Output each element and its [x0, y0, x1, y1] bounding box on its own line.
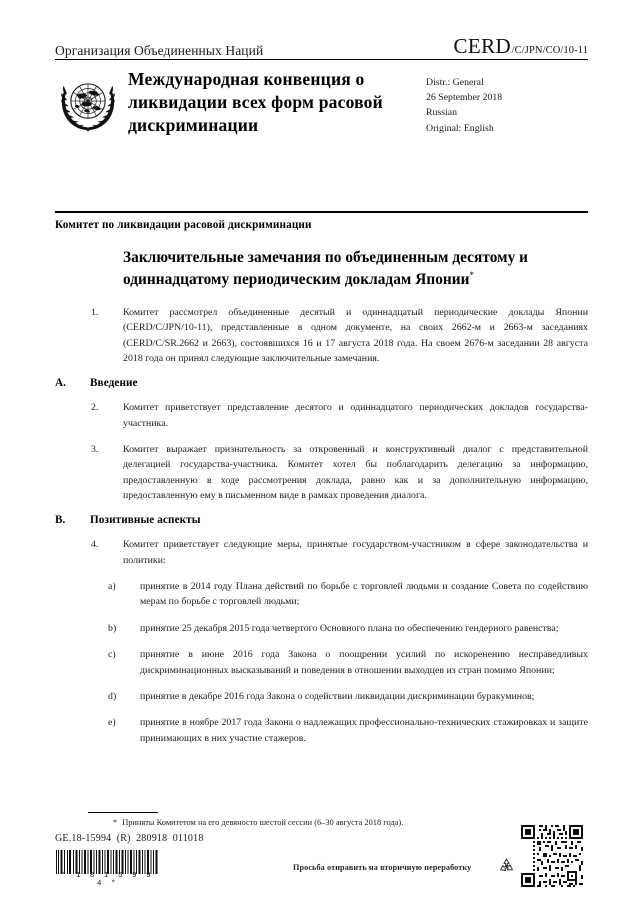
list-item-a-label: a)	[108, 581, 116, 593]
footnote-marker: *	[113, 818, 118, 827]
distribution-block	[426, 68, 502, 136]
job-number: GE.18-15994 (R) 280918 011018	[55, 833, 204, 844]
list-item-a-text: принятие в 2014 году Плана действий по борьбе с торговлей людьми и создание Совета по содействию мерам по борьбе с торговлей людьми;	[140, 581, 588, 608]
recycle-icon	[498, 857, 515, 874]
list-item-e-text: принятие в ноябре 2017 года Закона о надлежащих профессионально-технических стажировках и защите принимающих в них участие стажеров.	[140, 717, 588, 744]
section-a-title: Введение	[90, 377, 138, 390]
section-b-title: Позитивные аспекты	[90, 514, 201, 527]
paragraph-3-number: 3.	[91, 444, 99, 456]
section-a-letter: A.	[55, 377, 67, 390]
paragraph-1	[55, 305, 588, 366]
paragraph-4-number: 4.	[91, 539, 99, 551]
list-item-b-label: b)	[108, 622, 117, 634]
paragraph-2	[55, 400, 588, 431]
document-body	[55, 305, 588, 757]
list-item-e-label: e)	[108, 717, 116, 729]
paragraph-3-text: Комитет выражает признательность за откровенный и конструктивный диалог с представительной делегацией государства-участника. Комитет хотел бы поблагодарить делегацию за информацию, предоставленную в ходе рассмотрения доклада, равно как и за дополнительную информацию, предоставленную ему в письменном виде в рамках проведения диалога.	[123, 444, 588, 502]
list-item-b-text: принятие 25 декабря 2015 года четвертого Основного плана по обеспечению гендерного равенства;	[140, 622, 559, 634]
un-emblem-icon	[55, 72, 121, 138]
paragraph-2-text: Комитет приветствует представление десятого и одиннадцатого периодических докладов государства-участника.	[123, 402, 588, 429]
list-item-a	[55, 579, 588, 610]
paragraph-4-text: Комитет приветствует следующие меры, принятые государством-участником в сфере законодательства и политики:	[123, 539, 588, 566]
header-rule-thick	[55, 211, 588, 213]
footnote	[113, 817, 573, 829]
barcode	[55, 850, 160, 874]
committee-name: Комитет по ликвидации расовой дискриминации	[55, 219, 312, 231]
distr-date: 26 September 2018	[426, 92, 503, 104]
header-rule-thin	[55, 59, 588, 60]
paragraph-3	[55, 442, 588, 503]
list-item-b	[55, 621, 588, 636]
paragraph-1-number: 1.	[91, 307, 99, 318]
recycle-notice: Просьба отправить на вторичную переработку	[293, 863, 472, 872]
organization-name: Организация Объединенных Наций	[55, 43, 264, 59]
list-item-d-label: d)	[108, 690, 117, 702]
page-title-text: Заключительные замечания по объединенным десятому и одиннадцатому периодическим докладам Японии	[123, 249, 529, 288]
section-heading-a	[55, 377, 588, 389]
paragraph-1-text: Комитет рассмотрел объединенные десятый и одиннадцатый периодические доклады Японии (CERD/C/JPN/10-11), представленные в одном документе, на своих 2662-м и 2663-м заседаниях (CERD/C/SR.2662 и 2663), состоявшихся 16 и 17 августа 2018 года. На своем 2676-м заседании 28 августа 2018 года он принял следующие заключительные замечания.	[123, 307, 588, 365]
footnote-separator	[88, 812, 158, 813]
paragraph-2-number: 2.	[91, 402, 99, 414]
list-item-e	[55, 715, 588, 746]
distr-original: Original: English	[426, 122, 494, 134]
document-symbol-suffix: /C/JPN/CO/10-11	[511, 45, 588, 56]
list-item-c	[55, 647, 588, 678]
section-heading-b	[55, 514, 588, 526]
paragraph-4	[55, 537, 588, 568]
section-b-letter: B.	[55, 514, 66, 527]
title-footnote-marker: *	[469, 269, 475, 280]
distr-language: Russian	[426, 107, 458, 119]
document-symbol-main: CERD	[453, 34, 512, 58]
qr-code	[519, 823, 585, 889]
distr-line: Distr.: General	[426, 77, 484, 88]
page-title	[123, 248, 543, 291]
document-symbol	[454, 34, 588, 59]
document-header-top	[55, 34, 588, 59]
footnote-text: Приняты Комитетом на его девяносто шестой сессии (6–30 августа 2018 года).	[122, 818, 404, 827]
document-header-body	[55, 68, 588, 138]
list-item-d	[55, 689, 588, 704]
barcode-digits: * 1 8 1 5 9 9 4 *	[61, 872, 154, 888]
list-item-c-label: c)	[108, 649, 116, 661]
list-item-d-text: принятие в декабре 2016 года Закона о содействии ликвидации дискриминации буракуминов;	[140, 690, 535, 702]
list-item-c-text: принятие в июне 2016 года Закона о поощрении усилий по искоренению несправедливых дискриминационных высказываний и поведения в отношении выходцев из стран помимо Японии;	[140, 649, 588, 676]
convention-title: Международная конвенция о ликвидации всех форм расовой дискриминации	[128, 69, 383, 136]
